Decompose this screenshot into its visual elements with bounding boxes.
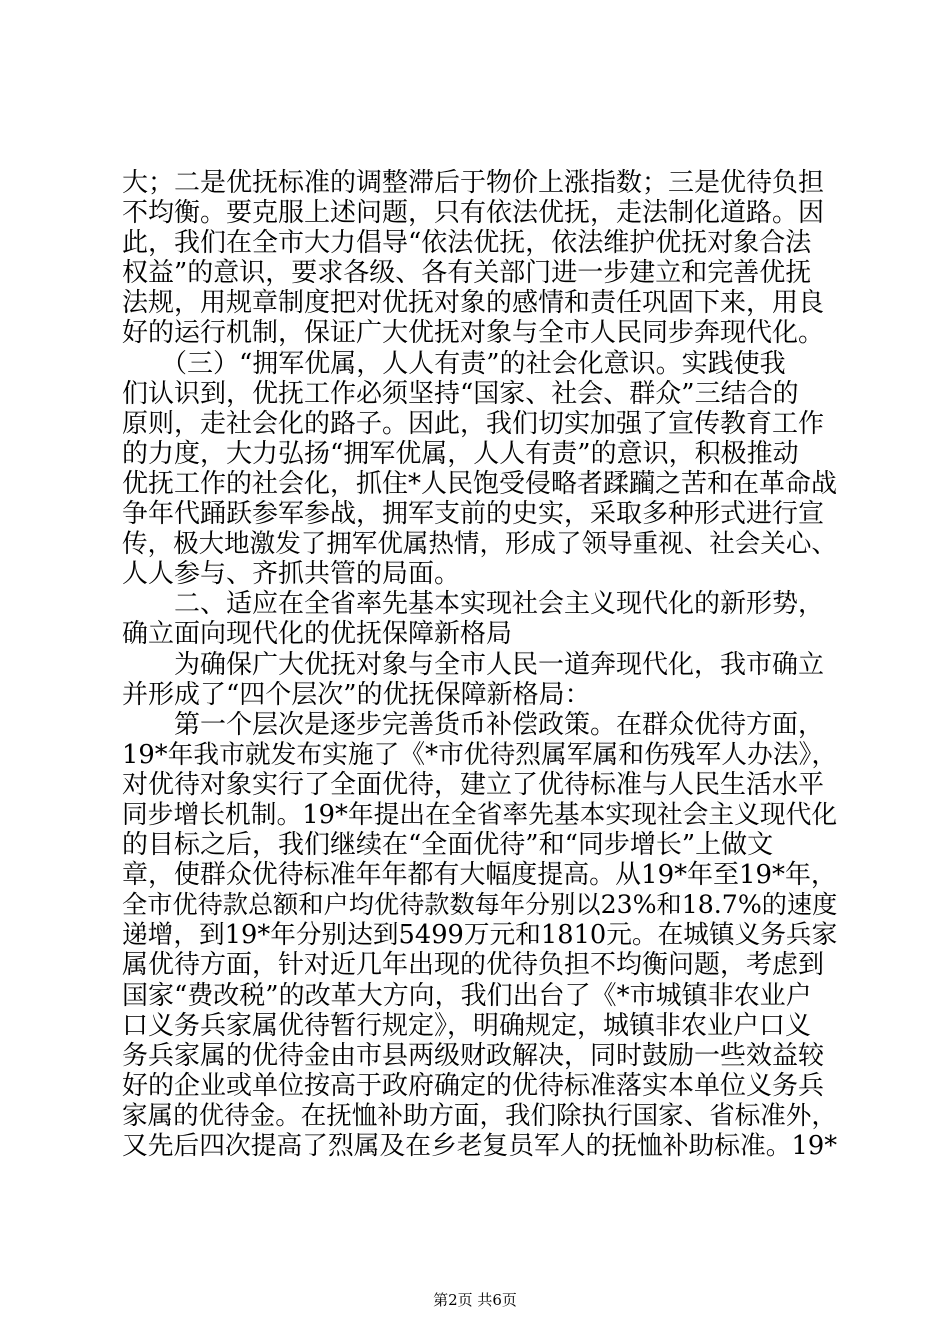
text-line: 国家“费改税”的改革大方向，我们出台了《*市城镇非农业户 — [122, 980, 812, 1011]
text-line: 确立面向现代化的优抚保障新格局 — [122, 619, 513, 650]
text-line: 同步增长机制。19*年提出在全省率先基本实现社会主义现代化 — [122, 799, 838, 830]
text-line: 大；二是优抚标准的调整滞后于物价上涨指数；三是优待负担 — [122, 168, 825, 198]
text-line: 法规，用规章制度把对优抚对象的感情和责任巩固下来，用良 — [122, 288, 825, 319]
text-line: 为确保广大优抚对象与全市人民一道奔现代化，我市确立 — [122, 649, 825, 680]
text-line: 原则，走社会化的路子。因此，我们切实加强了宣传教育工作 — [122, 408, 825, 439]
text-line: 递增，到19*年分别达到5499万元和1810元。在城镇义务兵家 — [122, 920, 838, 951]
text-line: 又先后四次提高了烈属及在乡老复员军人的抚恤补助标准。19* — [122, 1131, 838, 1161]
text-line: 好的运行机制，保证广大优抚对象与全市人民同步奔现代化。 — [122, 318, 825, 349]
text-line: 对优待对象实行了全面优待，建立了优待标准与人民生活水平 — [122, 769, 825, 800]
text-line: 全市优待款总额和户均优待款数每年分别以23%和18.7%的速度 — [122, 890, 838, 920]
text-line: 二、适应在全省率先基本实现社会主义现代化的新形势， — [122, 589, 825, 620]
text-line: 们认识到，优抚工作必须坚持“国家、社会、群众”三结合的 — [122, 378, 799, 409]
text-line: 19*年我市就发布实施了《*市优待烈属军属和伤残军人办法》， — [122, 739, 838, 770]
text-line: 的力度，大力弘扬“拥军优属，人人有责”的意识，积极推动 — [122, 438, 799, 469]
text-line: 权益”的意识，要求各级、各有关部门进一步建立和完善优抚 — [122, 258, 812, 289]
text-line: （三）“拥军优属，人人有责”的社会化意识。实践使我 — [122, 348, 786, 379]
text-line: 传，极大地激发了拥军优属热情，形成了领导重视、社会关心、 — [122, 529, 837, 560]
text-line: 章，使群众优待标准年年都有大幅度提高。从19*年至19*年， — [122, 860, 837, 891]
body-text — [122, 168, 837, 1161]
text-line: 此，我们在全市大力倡导“依法优抚，依法维护优抚对象合法 — [122, 228, 812, 259]
text-line: 人人参与、齐抓共管的局面。 — [122, 559, 461, 590]
text-line: 属优待方面，针对近几年出现的优待负担不均衡问题，考虑到 — [122, 950, 825, 981]
text-line: 家属的优待金。在抚恤补助方面，我们除执行国家、省标准外， — [122, 1100, 837, 1131]
page-number-footer: 第2页 共6页 — [433, 1291, 517, 1309]
text-line: 第一个层次是逐步完善货币补偿政策。在群众优待方面， — [122, 709, 825, 740]
text-line: 的目标之后，我们继续在“全面优待”和“同步增长”上做文 — [122, 830, 774, 861]
text-line: 务兵家属的优待金由市县两级财政解决，同时鼓励一些效益较 — [122, 1040, 825, 1071]
text-line: 好的企业或单位按高于政府确定的优待标准落实本单位义务兵 — [122, 1070, 825, 1101]
text-line: 口义务兵家属优待暂行规定》，明确规定，城镇非农业户口义 — [122, 1010, 812, 1041]
text-line: 不均衡。要克服上述问题，只有依法优抚，走法制化道路。因 — [122, 198, 825, 229]
text-line: 并形成了“四个层次”的优抚保障新格局： — [122, 679, 591, 710]
text-line: 争年代踊跃参军参战，拥军支前的史实，采取多种形式进行宣 — [122, 499, 825, 530]
text-line: 优抚工作的社会化，抓住*人民饱受侵略者蹂躏之苦和在革命战 — [122, 468, 838, 499]
